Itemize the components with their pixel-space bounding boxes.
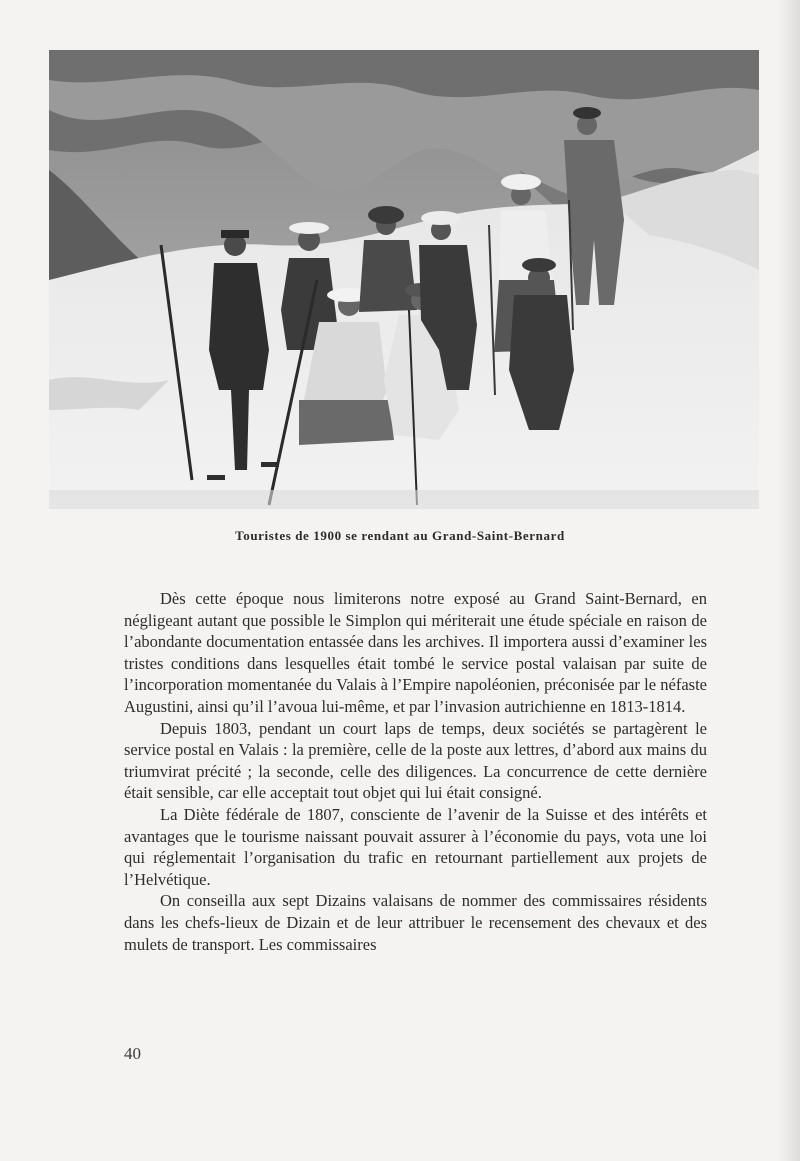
tourists-on-glacier-image (49, 50, 759, 509)
paragraph-1: Dès cette époque nous limiterons notre exposé au Grand Saint-Bernard, en négligeant autant que possible le Simplon qui mériterait une étude spéciale en raison de l’abondante documentation entassée dans les archives. Il importera aussi d’examiner les tristes conditions dans lesquelles était tombé le service postal valaisan par suite de l’incorporation momentanée du Valais à l’Empire napoléonien, préconisée par le néfaste Augustini, ainsi qu’il l’avoua lui-même, et par l’invasion autrichienne en 1813-1814. (124, 589, 707, 716)
body-text (124, 588, 707, 955)
photo-caption: Touristes de 1900 se rendant au Grand-Saint-Bernard (235, 528, 565, 543)
paragraph-4: On conseilla aux sept Dizains valaisans de nommer des commissaires résidents dans les chefs-lieux de Dizain et de leur attribuer le recensement des chevaux et des mulets de transport. Les commissaires (124, 891, 707, 954)
historical-photograph (49, 50, 759, 509)
page-number: 40 (124, 1044, 141, 1063)
paragraph-3: La Diète fédérale de 1807, consciente de l’avenir de la Suisse et des intérêts et avantages que le tourisme naissant pouvait assurer à l’économie du pays, vota une loi qui réglementait l’organisation du trafic en retournant partiellement aux projets de l’Helvétique. (124, 804, 707, 889)
page-edge-shadow (778, 0, 800, 1161)
paragraph-2: Depuis 1803, pendant un court laps de temps, deux sociétés se partagèrent le service postal en Valais : la première, celle de la poste aux lettres, d’abord aux mains du triumvirat précité ; la seconde, celle des diligences. La concurrence de cette dernière était sensible, car elle acceptait tout objet qui lui était consigné. (124, 718, 707, 803)
